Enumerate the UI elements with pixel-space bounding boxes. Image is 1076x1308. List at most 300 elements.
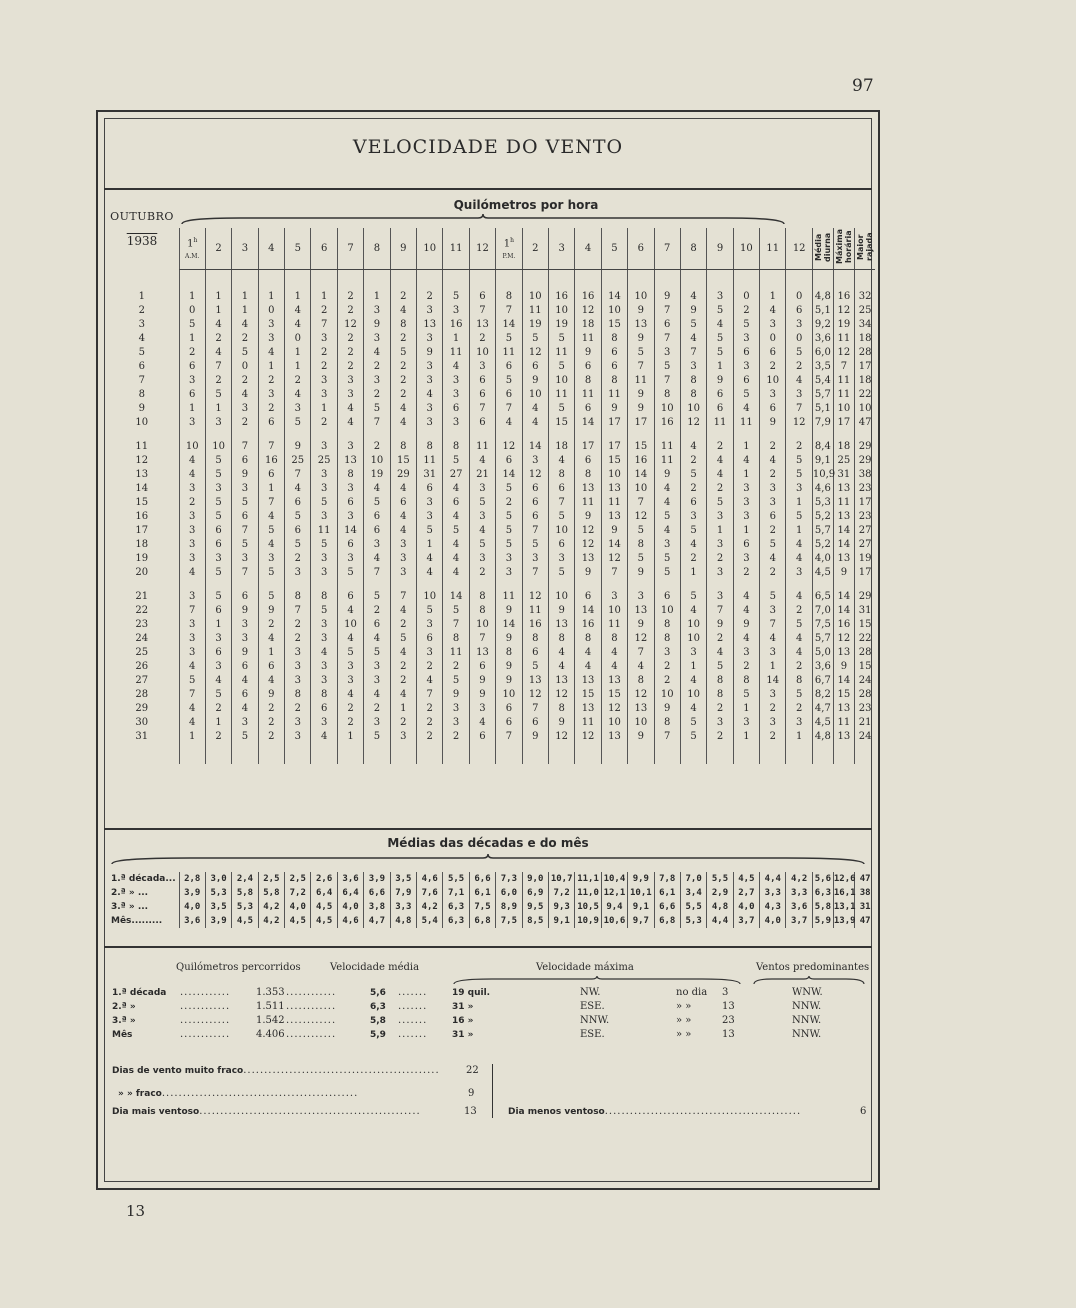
hourly-value: 1 <box>232 304 258 318</box>
hourly-value: 8 <box>786 674 812 688</box>
hourly-value: 6 <box>601 360 627 374</box>
muito-fraco-value: 22 <box>466 1065 479 1076</box>
mais-ventoso-row: Dia mais ventoso..................................................... <box>112 1106 421 1117</box>
hourly-value: 10 <box>628 482 654 496</box>
hourly-value: 2 <box>760 360 786 374</box>
hourly-value: 2 <box>232 416 258 430</box>
hourly-value: 4 <box>733 604 759 618</box>
hourly-value: 3 <box>443 716 469 730</box>
hourly-value: 4 <box>364 632 390 646</box>
extra-header <box>833 228 854 270</box>
hourly-value: 5 <box>786 618 812 632</box>
hourly-value: 6 <box>337 538 363 552</box>
average-value: 12,1 <box>601 886 627 900</box>
average-value: 4,0 <box>337 900 363 914</box>
hourly-value: 7 <box>628 646 654 660</box>
hour-label: 10 <box>423 243 437 254</box>
summary-day-prefix: » » <box>676 1029 692 1040</box>
summary-dir: ESE. <box>580 1001 605 1012</box>
hourly-value: 2 <box>205 374 231 388</box>
hourly-value: 21 <box>854 716 875 730</box>
average-value: 2,6 <box>311 872 337 886</box>
hourly-value: 3 <box>258 388 284 402</box>
average-value: 7,5 <box>496 914 522 928</box>
hourly-value: 3 <box>232 618 258 632</box>
average-value: 3,6 <box>337 872 363 886</box>
hourly-value: 1 <box>443 332 469 346</box>
hourly-value: 6 <box>575 402 601 416</box>
hourly-value: 13 <box>601 730 627 744</box>
hourly-value: 8 <box>680 374 706 388</box>
hourly-value: 3 <box>733 552 759 566</box>
day-row <box>105 716 875 730</box>
hourly-value: 4 <box>443 510 469 524</box>
hourly-value: 1 <box>232 290 258 304</box>
average-value: 4,8 <box>707 900 733 914</box>
hourly-value: 3 <box>733 496 759 510</box>
day-number: 6 <box>138 361 145 372</box>
hourly-value: 3 <box>417 332 443 346</box>
hourly-value: 15 <box>854 618 875 632</box>
average-value: 6,6 <box>654 900 680 914</box>
hourly-value: 13 <box>575 552 601 566</box>
head-winds: Ventos predominantes <box>756 962 870 973</box>
average-value: 4,0 <box>285 900 311 914</box>
hourly-value: 3 <box>232 632 258 646</box>
day-row <box>105 604 875 618</box>
hourly-value: 6 <box>522 646 548 660</box>
hourly-value: 3 <box>443 416 469 430</box>
hourly-value: 6 <box>522 360 548 374</box>
hourly-value: 3 <box>733 360 759 374</box>
hourly-value: 9 <box>733 618 759 632</box>
day-row <box>105 538 875 552</box>
hourly-value: 2 <box>390 660 416 674</box>
hourly-value: 0 <box>786 290 812 304</box>
hourly-value: 3 <box>390 552 416 566</box>
hourly-value: 18 <box>854 374 875 388</box>
hourly-value: 3 <box>232 402 258 416</box>
hourly-value: 7 <box>232 440 258 454</box>
hourly-value: 9 <box>232 468 258 482</box>
hourly-value: 4 <box>680 604 706 618</box>
average-value: 4,3 <box>760 900 786 914</box>
hourly-value: 8 <box>601 632 627 646</box>
hourly-value: 5 <box>628 346 654 360</box>
hourly-value: 2 <box>760 566 786 580</box>
hourly-value: 3 <box>760 688 786 702</box>
hourly-value: 23 <box>854 510 875 524</box>
hourly-value: 10 <box>205 440 231 454</box>
hourly-value: 3 <box>285 566 311 580</box>
day-number: 18 <box>135 539 149 550</box>
hourly-value: 3 <box>311 510 337 524</box>
day-row <box>105 332 875 346</box>
hour-label: 2 <box>215 243 222 254</box>
average-value: 5,4 <box>417 914 443 928</box>
hourly-value: 2 <box>364 440 390 454</box>
hourly-value: 7 <box>285 468 311 482</box>
average-value: 10,7 <box>548 872 574 886</box>
hourly-value: 2 <box>417 730 443 744</box>
hourly-value: 2 <box>390 716 416 730</box>
average-value: 9,1 <box>628 900 654 914</box>
day-number: 8 <box>138 389 145 400</box>
hourly-value: 38 <box>854 468 875 482</box>
hour-header <box>760 228 786 270</box>
hourly-value: 5 <box>628 524 654 538</box>
hourly-value: 2 <box>258 618 284 632</box>
hourly-value: 10 <box>469 346 495 360</box>
hourly-value: 2 <box>285 374 311 388</box>
hourly-value: 7 <box>417 688 443 702</box>
hourly-value: 14 <box>522 440 548 454</box>
hourly-value: 4 <box>680 440 706 454</box>
hourly-value: 12 <box>548 688 574 702</box>
hourly-value: 13 <box>833 702 854 716</box>
hourly-value: 5 <box>707 304 733 318</box>
head-max: Velocidade máxima <box>536 962 634 973</box>
hourly-value: 5 <box>232 538 258 552</box>
hourly-value: 3 <box>337 674 363 688</box>
leader-dots: ....... <box>398 1001 428 1012</box>
summary-km: 1.511 <box>256 1001 285 1012</box>
average-value: 3,0 <box>205 872 231 886</box>
hourly-value: 6 <box>496 702 522 716</box>
hourly-value: 6 <box>548 538 574 552</box>
average-value: 6,1 <box>469 886 495 900</box>
hourly-value: 8 <box>390 440 416 454</box>
hourly-value: 2 <box>205 332 231 346</box>
hourly-value: 3 <box>760 482 786 496</box>
hourly-value: 1 <box>258 482 284 496</box>
hourly-value: 13 <box>522 674 548 688</box>
hourly-value: 11 <box>833 388 854 402</box>
day-row <box>105 674 875 688</box>
summary-label: 1.ª década <box>112 988 167 998</box>
hourly-value: 3 <box>205 416 231 430</box>
hourly-value: 8 <box>417 440 443 454</box>
hourly-value: 4 <box>443 538 469 552</box>
hourly-value: 9 <box>575 566 601 580</box>
hourly-value: 1 <box>258 646 284 660</box>
hourly-value: 10 <box>628 290 654 304</box>
hourly-value: 19 <box>522 318 548 332</box>
fraco-row: » » fraco............................................... <box>118 1088 359 1099</box>
hourly-value: 10 <box>654 402 680 416</box>
hourly-value: 4 <box>575 660 601 674</box>
hourly-value: 4 <box>390 524 416 538</box>
hour-header <box>417 228 443 270</box>
average-value: 6,6 <box>469 872 495 886</box>
hourly-value: 12 <box>833 632 854 646</box>
hours-header: Quilómetros por hora <box>453 198 599 212</box>
hourly-value: 5 <box>760 590 786 604</box>
hourly-value: 5 <box>548 360 574 374</box>
hour-label: 8 <box>373 243 381 254</box>
hour-header <box>364 228 390 270</box>
average-row <box>105 914 875 928</box>
hourly-value: 14 <box>760 674 786 688</box>
hourly-value: 2 <box>733 566 759 580</box>
hourly-value: 10 <box>337 618 363 632</box>
hourly-value: 1 <box>285 360 311 374</box>
hourly-value: 4 <box>311 646 337 660</box>
hourly-value: 3 <box>179 590 205 604</box>
hourly-value: 6 <box>232 590 258 604</box>
hourly-value: 15 <box>601 454 627 468</box>
hourly-value: 8 <box>390 318 416 332</box>
day-number: 13 <box>135 469 149 480</box>
hourly-value: 10 <box>680 632 706 646</box>
hourly-value: 2 <box>417 716 443 730</box>
hourly-value: 8 <box>575 468 601 482</box>
average-value: 10,6 <box>601 914 627 928</box>
hourly-value: 8 <box>311 688 337 702</box>
hourly-value: 4 <box>786 646 812 660</box>
hourly-value: 5 <box>733 388 759 402</box>
hourly-value: 4 <box>786 590 812 604</box>
month-label: OUTUBRO <box>110 210 174 223</box>
hourly-value: 16 <box>833 290 854 304</box>
hourly-value: 9 <box>285 440 311 454</box>
hourly-value: 4 <box>258 632 284 646</box>
average-value: 6,1 <box>654 886 680 900</box>
day-number: 24 <box>135 633 149 644</box>
hourly-value: 9,1 <box>812 454 833 468</box>
hourly-value: 3 <box>760 388 786 402</box>
hour-header <box>496 228 522 270</box>
hour-header <box>654 228 680 270</box>
day-row <box>105 618 875 632</box>
hourly-value: 5,7 <box>812 632 833 646</box>
am-label: A.M. <box>185 252 200 260</box>
hourly-value: 11 <box>601 496 627 510</box>
average-value: 10,9 <box>575 914 601 928</box>
hourly-value: 1 <box>205 618 231 632</box>
hourly-value: 3 <box>786 566 812 580</box>
average-value: 7,8 <box>654 872 680 886</box>
hourly-value: 9 <box>575 510 601 524</box>
hourly-value: 18 <box>854 332 875 346</box>
hour-label: 12 <box>476 243 489 254</box>
hourly-value: 14 <box>337 524 363 538</box>
summary-km: 1.542 <box>256 1015 285 1026</box>
hourly-value: 4 <box>443 360 469 374</box>
hour-header <box>311 228 337 270</box>
hourly-value: 3 <box>179 374 205 388</box>
hourly-value: 3 <box>364 332 390 346</box>
hourly-value: 6 <box>364 510 390 524</box>
hourly-value: 5 <box>311 496 337 510</box>
hourly-value: 1 <box>417 538 443 552</box>
hourly-value: 8 <box>733 674 759 688</box>
day-number: 3 <box>138 319 145 330</box>
hourly-value: 3 <box>601 590 627 604</box>
hourly-value: 3 <box>258 318 284 332</box>
hourly-value: 2 <box>364 702 390 716</box>
hourly-value: 6 <box>285 524 311 538</box>
hourly-value: 12 <box>496 440 522 454</box>
hourly-value: 7 <box>496 304 522 318</box>
hourly-value: 8 <box>548 702 574 716</box>
hourly-value: 2 <box>680 482 706 496</box>
average-value: 5,8 <box>812 900 833 914</box>
hourly-value: 4 <box>707 468 733 482</box>
summary-dir: NW. <box>580 987 601 998</box>
hourly-value: 4,8 <box>812 290 833 304</box>
average-value: 5,5 <box>443 872 469 886</box>
hourly-value: 5 <box>760 538 786 552</box>
hourly-value: 8,4 <box>812 440 833 454</box>
hourly-value: 15 <box>575 688 601 702</box>
hourly-value: 14 <box>833 524 854 538</box>
max-brace <box>452 976 742 986</box>
hourly-value: 2 <box>258 702 284 716</box>
hourly-value: 4 <box>337 402 363 416</box>
hourly-value: 10 <box>548 374 574 388</box>
hourly-value: 7 <box>258 440 284 454</box>
hourly-value: 8 <box>548 468 574 482</box>
hourly-value: 2 <box>364 604 390 618</box>
hourly-value: 9 <box>522 730 548 744</box>
average-value: 11,0 <box>575 886 601 900</box>
hourly-value: 8 <box>496 646 522 660</box>
hourly-value: 4 <box>733 632 759 646</box>
hourly-value: 2 <box>258 716 284 730</box>
hourly-value: 3 <box>707 510 733 524</box>
average-value: 2,7 <box>733 886 759 900</box>
hourly-value: 4 <box>285 482 311 496</box>
hourly-value: 3 <box>179 538 205 552</box>
hourly-value: 6 <box>654 318 680 332</box>
hourly-value: 4 <box>707 318 733 332</box>
hourly-value: 6 <box>760 402 786 416</box>
hourly-value: 6 <box>469 290 495 304</box>
hourly-value: 9 <box>628 332 654 346</box>
day-row <box>105 360 875 374</box>
hourly-value: 2 <box>417 702 443 716</box>
average-value: 7,1 <box>443 886 469 900</box>
hourly-value: 9 <box>628 402 654 416</box>
average-value: 5,8 <box>232 886 258 900</box>
hourly-value: 13 <box>337 454 363 468</box>
hourly-value: 4 <box>786 538 812 552</box>
leader-dots: ............ <box>286 1029 337 1040</box>
hourly-value: 6 <box>205 646 231 660</box>
hourly-value: 5 <box>417 604 443 618</box>
hourly-value: 6 <box>522 716 548 730</box>
hourly-value: 11 <box>522 604 548 618</box>
hourly-value: 9 <box>364 318 390 332</box>
hourly-value: 6 <box>522 482 548 496</box>
hourly-value: 3 <box>364 660 390 674</box>
hourly-value: 4 <box>469 716 495 730</box>
average-value: 6,3 <box>812 886 833 900</box>
hourly-value: 10 <box>364 454 390 468</box>
hourly-value: 6 <box>654 590 680 604</box>
average-value: 5,8 <box>258 886 284 900</box>
summary-day: 13 <box>722 1001 735 1012</box>
hourly-value: 3 <box>496 566 522 580</box>
hourly-value: 3 <box>522 552 548 566</box>
hourly-value: 4 <box>680 702 706 716</box>
hourly-value: 10 <box>601 716 627 730</box>
hourly-value: 16 <box>833 618 854 632</box>
hourly-value: 8 <box>654 388 680 402</box>
hour-header <box>707 228 733 270</box>
hourly-value: 3 <box>707 716 733 730</box>
hourly-value: 5 <box>258 566 284 580</box>
hour-label: 7 <box>347 243 354 254</box>
hourly-value: 5 <box>311 538 337 552</box>
title-divider <box>104 188 872 190</box>
hourly-value: 9 <box>417 346 443 360</box>
hourly-value: 2 <box>733 304 759 318</box>
hourly-value: 3 <box>311 552 337 566</box>
leader-dots: ....... <box>398 987 428 998</box>
day-number: 1 <box>138 291 145 302</box>
hour-header <box>680 228 706 270</box>
average-value: 38 <box>854 886 875 900</box>
hourly-value: 23 <box>854 482 875 496</box>
hourly-value: 4 <box>232 674 258 688</box>
hourly-value: 5 <box>786 510 812 524</box>
hourly-value: 4 <box>337 632 363 646</box>
leader-dots: ............ <box>286 987 337 998</box>
day-number: 26 <box>135 661 149 672</box>
hourly-value: 6 <box>733 346 759 360</box>
hourly-value: 2 <box>760 440 786 454</box>
day-number: 27 <box>135 675 149 686</box>
average-value: 3,6 <box>786 900 812 914</box>
hourly-value: 5,1 <box>812 402 833 416</box>
hourly-value: 2 <box>311 360 337 374</box>
hourly-value: 5 <box>232 346 258 360</box>
hourly-value: 1 <box>285 290 311 304</box>
hourly-value: 2 <box>179 496 205 510</box>
hourly-value: 27 <box>854 538 875 552</box>
hourly-value: 3 <box>364 674 390 688</box>
hourly-value: 31 <box>854 604 875 618</box>
hourly-value: 4 <box>786 374 812 388</box>
hourly-value: 3 <box>285 716 311 730</box>
hourly-value: 2 <box>469 332 495 346</box>
hourly-value: 2 <box>390 618 416 632</box>
hourly-value: 4 <box>680 332 706 346</box>
hourly-value: 8,2 <box>812 688 833 702</box>
hourly-value: 2 <box>337 332 363 346</box>
hourly-value: 9 <box>628 730 654 744</box>
hourly-value: 5 <box>707 332 733 346</box>
hourly-value: 10 <box>680 688 706 702</box>
hourly-value: 13 <box>601 482 627 496</box>
hourly-value: 4 <box>417 674 443 688</box>
pm-label: P.M. <box>502 252 516 260</box>
hourly-value: 4 <box>601 646 627 660</box>
hourly-value: 11 <box>496 590 522 604</box>
hourly-value: 9 <box>628 566 654 580</box>
hourly-value: 28 <box>854 346 875 360</box>
hourly-value: 3 <box>337 552 363 566</box>
hourly-value: 11 <box>443 646 469 660</box>
hourly-value: 5 <box>364 590 390 604</box>
average-value: 6,3 <box>443 900 469 914</box>
average-value: 4,5 <box>311 914 337 928</box>
hourly-value: 5 <box>469 538 495 552</box>
winds-brace <box>752 976 866 986</box>
date-column-header <box>105 228 179 270</box>
